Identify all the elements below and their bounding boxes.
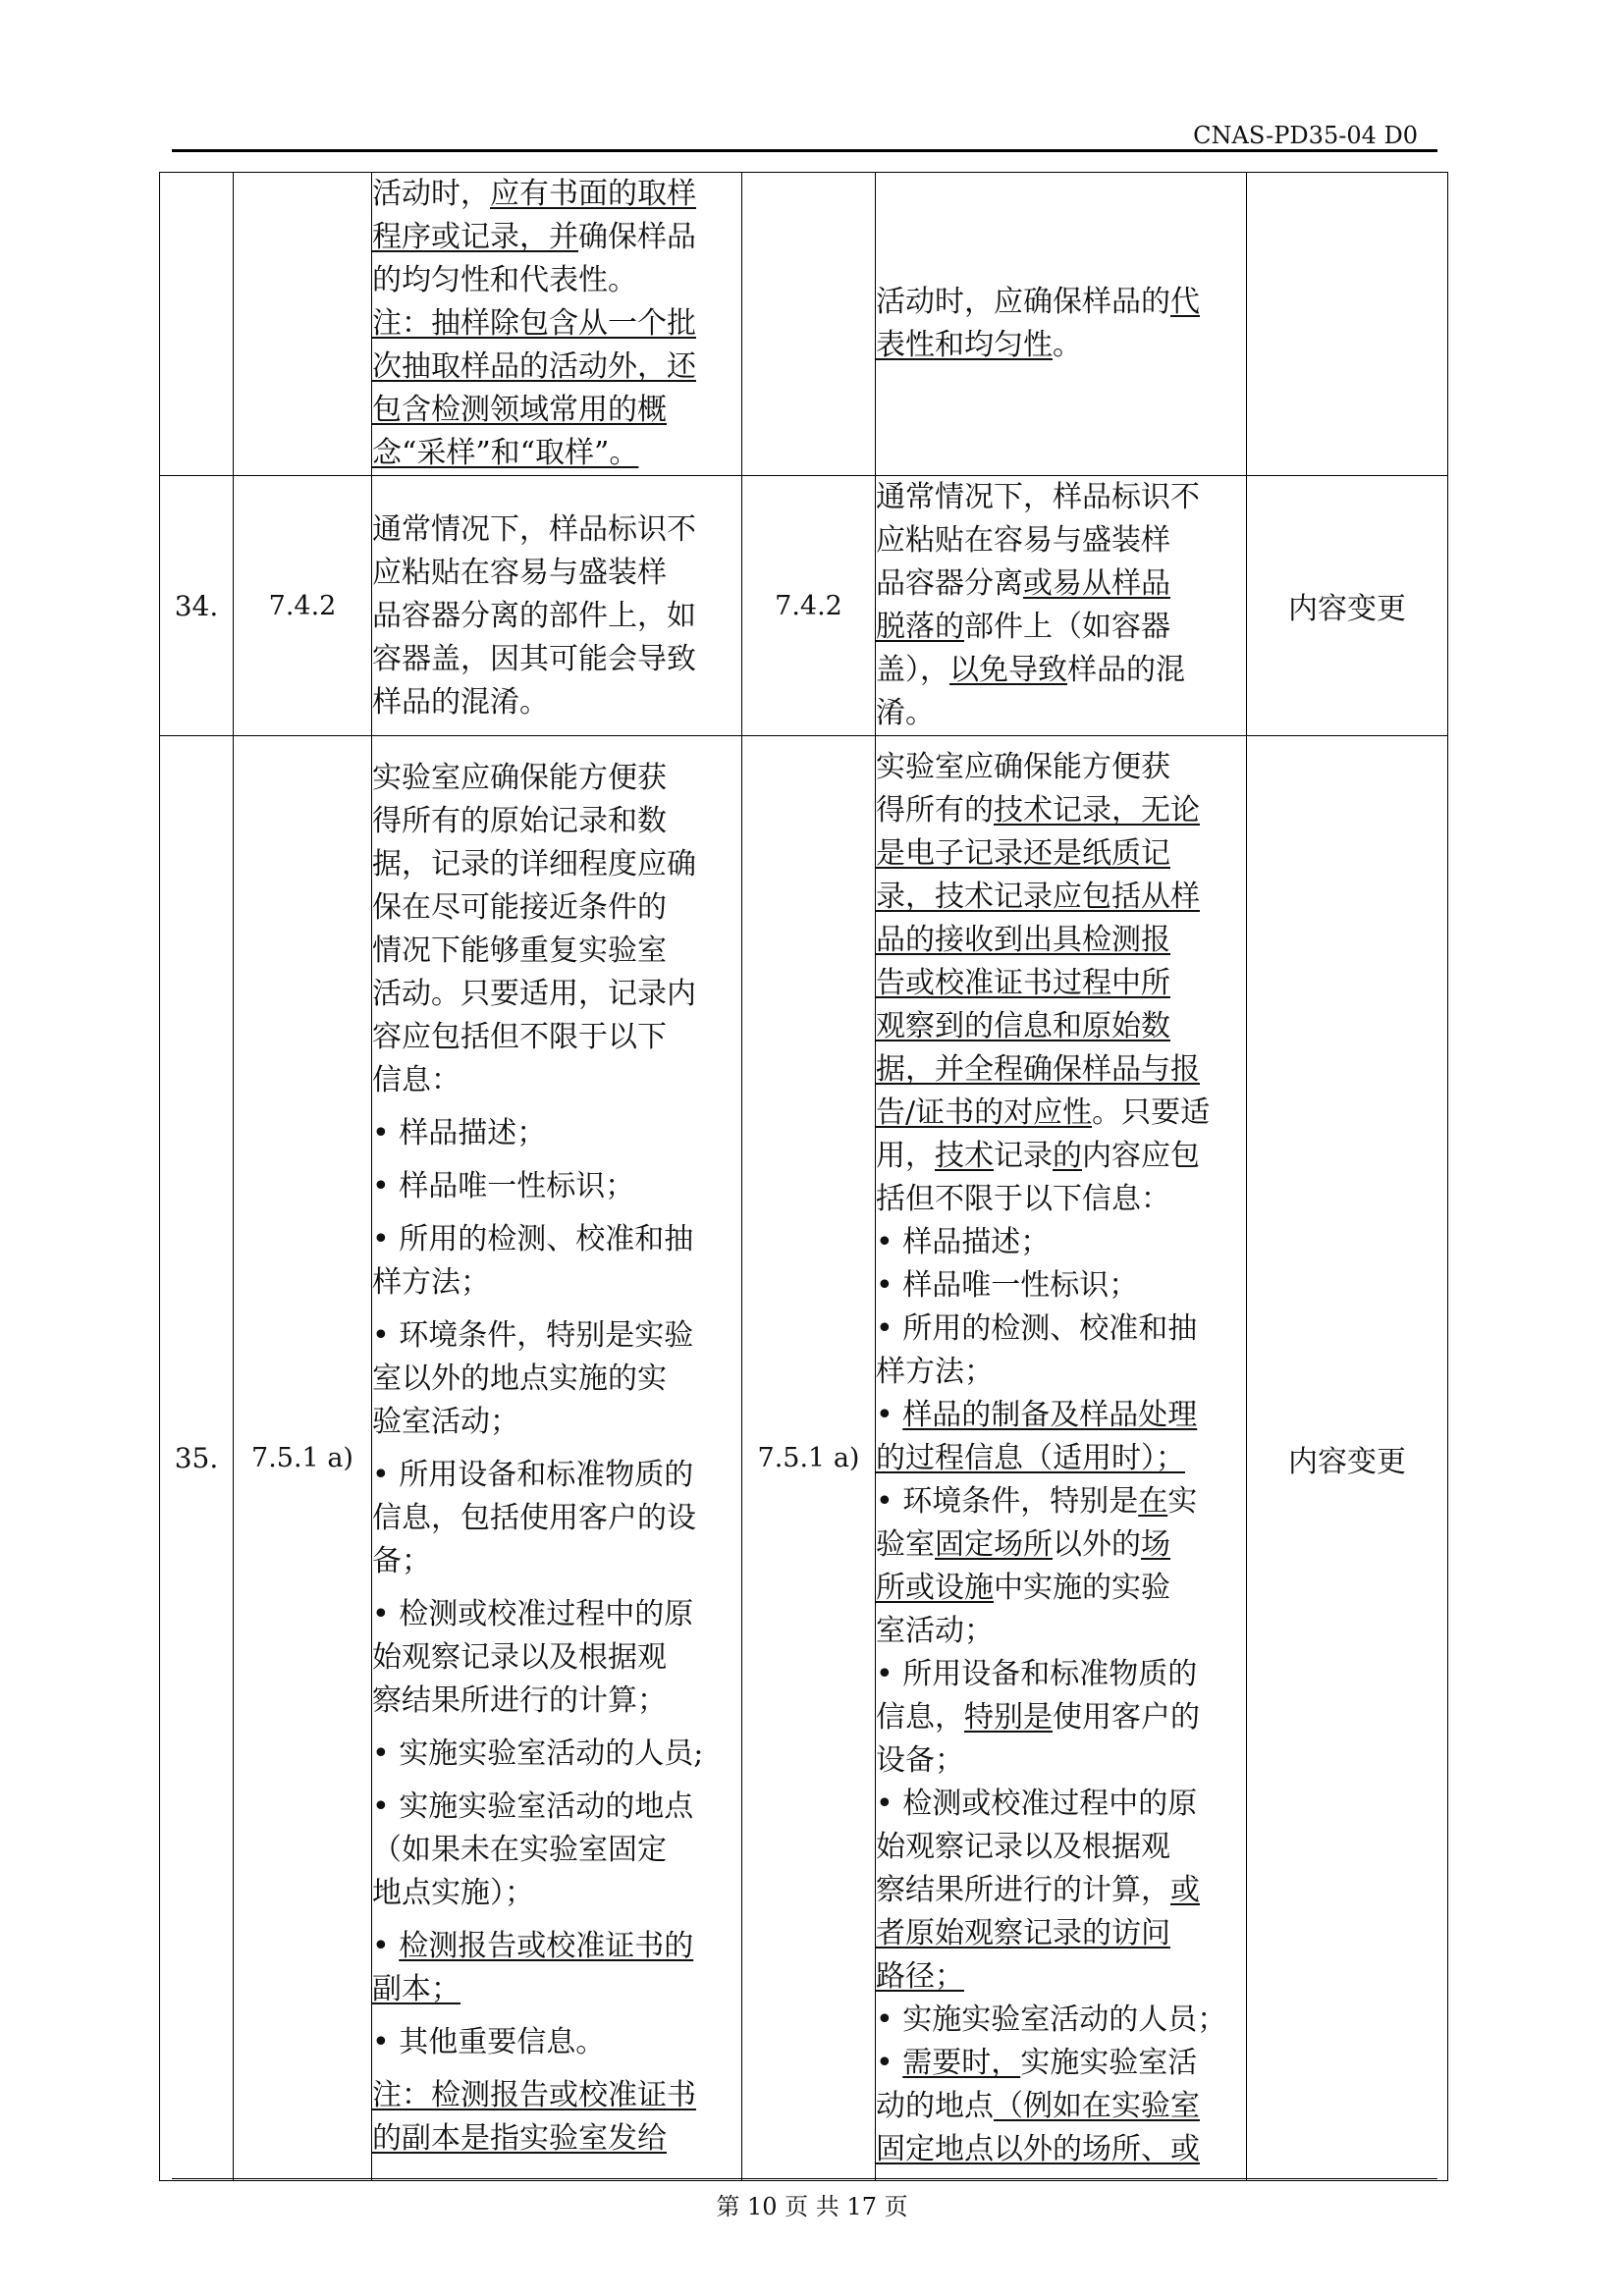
text-line <box>372 1829 741 1872</box>
text-run: 得所有的 <box>876 792 994 828</box>
text-run: 淆。 <box>876 696 935 730</box>
underlined-text: 代 <box>1170 285 1200 319</box>
underlined-text: 特别是 <box>964 1699 1053 1735</box>
text-line <box>876 1178 1246 1221</box>
old-text <box>372 476 742 736</box>
underlined-text: 者原始观察记录的访问 <box>876 1915 1170 1950</box>
row-number <box>160 173 234 476</box>
text-run: • 其他重要信息。 <box>372 2024 606 2059</box>
text-run: • 样品描述； <box>876 1224 1051 1259</box>
text-run: 验室活动； <box>372 1404 519 1439</box>
text-run: 实施实验室活 <box>1020 2045 1198 2080</box>
text-line <box>372 259 741 302</box>
text-line <box>876 1653 1246 1696</box>
text-line <box>372 1358 741 1401</box>
underlined-text: 包含检测领域常用的概 <box>372 393 667 427</box>
text-line <box>876 476 1246 519</box>
text-line <box>372 1261 741 1305</box>
text-line <box>372 432 741 475</box>
text-line <box>876 1351 1246 1394</box>
text-run: 始观察记录以及根据观 <box>372 1639 667 1675</box>
underlined-text: 或 <box>1170 1872 1200 1907</box>
underlined-text: 样品的制备及样品处理 <box>902 1397 1198 1432</box>
text-run: 括但不限于以下信息： <box>876 1181 1170 1216</box>
text-run: 应粘贴在容易与盛装样 <box>372 556 667 590</box>
text-run: 活动。只要适用，记录内 <box>372 976 696 1011</box>
text-line <box>876 1005 1246 1048</box>
underlined-text: 固定场所 <box>935 1526 1053 1562</box>
text-run: • 实施实验室活动的地点 <box>372 1789 694 1824</box>
underlined-text: 据，并全程确保样品与报 <box>876 1051 1200 1087</box>
text-run: 盖）， <box>876 653 949 687</box>
text-run: 样方法； <box>876 1354 994 1389</box>
text-line <box>372 1593 741 1636</box>
text-line <box>372 638 741 681</box>
text-run: • 实施实验室活动的人员; <box>372 1735 704 1771</box>
text-run: 用， <box>876 1138 935 1173</box>
text-line <box>876 746 1246 789</box>
text-run: 活动时，应确保样品的 <box>876 285 1170 319</box>
text-run: 实验室应确保能方便获 <box>372 760 667 795</box>
text-run: 活动时， <box>372 177 490 211</box>
text-line <box>876 1999 1246 2042</box>
text-run: 。 <box>1053 328 1082 362</box>
text-line <box>876 1135 1246 1178</box>
text-line <box>876 1739 1246 1783</box>
text-line <box>372 1165 741 1208</box>
text-line <box>372 886 741 930</box>
text-line <box>876 1826 1246 1869</box>
underlined-text: 所或设施 <box>876 1570 994 1605</box>
text-run: • 检测或校准过程中的原 <box>876 1786 1198 1821</box>
text-line <box>876 606 1246 649</box>
text-line <box>372 1401 741 1444</box>
new-clause: 7.5.1 a) <box>742 736 876 2181</box>
text-run: 信息， <box>876 1699 964 1735</box>
text-run: • 所用的检测、校准和抽 <box>372 1221 694 1256</box>
text-run: • 环境条件，特别是 <box>876 1483 1139 1519</box>
text-run: 验室 <box>876 1526 935 1562</box>
underlined-text: 次抽取样品的活动外，还 <box>372 349 696 384</box>
text-run: • 环境条件，特别是实验 <box>372 1317 694 1353</box>
old-text <box>372 173 742 476</box>
text-line <box>372 389 741 432</box>
text-line <box>372 1112 741 1155</box>
text-line <box>372 1016 741 1059</box>
underlined-text: 技术 <box>935 1138 994 1173</box>
text-line <box>372 552 741 595</box>
underlined-text: 路径； <box>876 1958 964 1994</box>
text-line <box>876 281 1246 324</box>
underlined-text: 应有书面的取样 <box>490 177 696 211</box>
underlined-text: 注：检测报告或校准证书 <box>372 2077 696 2112</box>
text-run: 察结果所进行的计算； <box>372 1682 667 1718</box>
header-rule <box>172 149 1437 152</box>
text-run: 以外的 <box>1053 1526 1141 1562</box>
text-run: 实验室应确保能方便获 <box>876 749 1170 784</box>
change-type <box>1247 173 1448 476</box>
text-line <box>876 1955 1246 1999</box>
footer-rule <box>172 2178 1437 2179</box>
text-run: 信息，包括使用客户的设 <box>372 1500 696 1535</box>
underlined-text: 需要时， <box>902 2045 1021 2080</box>
text-line <box>372 681 741 724</box>
text-line <box>876 2042 1246 2085</box>
text-line <box>876 1092 1246 1135</box>
text-run: 中实施的实验 <box>994 1570 1170 1605</box>
text-run: • <box>876 2045 903 2080</box>
text-line <box>372 1733 741 1776</box>
new-clause <box>742 173 876 476</box>
new-text <box>876 736 1247 2181</box>
underlined-text: 以免导致 <box>949 653 1067 687</box>
text-run: • 所用的检测、校准和抽 <box>876 1310 1198 1346</box>
underlined-text: 程序或记录，并 <box>372 220 578 254</box>
document-code: CNAS-PD35-04 D0 <box>1193 122 1418 149</box>
new-clause: 7.4.2 <box>742 476 876 736</box>
text-line <box>372 1540 741 1583</box>
text-line <box>372 346 741 389</box>
text-line <box>876 562 1246 606</box>
table-row <box>160 736 1448 2181</box>
text-line <box>372 757 741 800</box>
text-line <box>372 2117 741 2161</box>
old-text <box>372 736 742 2181</box>
text-line <box>876 1567 1246 1610</box>
text-run: 确保样品 <box>578 220 696 254</box>
old-clause <box>234 173 372 476</box>
text-run: • 样品唯一性标识； <box>372 1168 635 1203</box>
text-line <box>372 930 741 973</box>
change-type: 内容变更 <box>1247 736 1448 2181</box>
text-run: 备； <box>372 1543 431 1578</box>
text-line <box>876 962 1246 1005</box>
row-number: 34. <box>160 476 234 736</box>
text-run: • 样品描述； <box>372 1115 547 1150</box>
text-run: 样方法； <box>372 1264 490 1300</box>
text-run: 地点实施）； <box>372 1875 534 1910</box>
text-run: • <box>876 1397 903 1432</box>
underlined-text: 检测报告或校准证书的 <box>399 1928 694 1963</box>
text-line <box>876 1394 1246 1437</box>
text-line <box>372 1314 741 1358</box>
underlined-text: 固定地点以外的场所、或 <box>876 2131 1200 2166</box>
text-line <box>876 789 1246 832</box>
text-line <box>876 1264 1246 1308</box>
text-line <box>876 324 1246 367</box>
text-line <box>876 1783 1246 1826</box>
text-line <box>876 1048 1246 1092</box>
text-run: 品容器分离的部件上，如 <box>372 599 696 633</box>
underlined-text: 或易从样品 <box>1023 566 1170 601</box>
underlined-text: 的副本是指实验室发给 <box>372 2120 667 2156</box>
text-line <box>876 519 1246 562</box>
text-run: 品容器分离 <box>876 566 1023 601</box>
text-run: 保在尽可能接近条件的 <box>372 889 667 925</box>
text-run: 通常情况下，样品标识不 <box>372 512 696 547</box>
text-run: 容器盖，因其可能会导致 <box>372 642 696 676</box>
text-run: 使用客户的 <box>1053 1699 1200 1735</box>
text-line <box>372 1497 741 1540</box>
text-line <box>372 973 741 1016</box>
underlined-text: 的过程信息（适用时）； <box>876 1440 1185 1475</box>
underlined-text: 告或校准证书过程中所 <box>876 965 1170 1000</box>
text-line <box>876 2085 1246 2128</box>
text-line <box>372 1872 741 1915</box>
text-line <box>372 1925 741 1968</box>
text-run: 察结果所进行的计算， <box>876 1872 1170 1907</box>
text-line <box>372 1786 741 1829</box>
text-run: 。只要适 <box>1092 1095 1211 1130</box>
text-run: • 样品唯一性标识； <box>876 1267 1139 1303</box>
change-type: 内容变更 <box>1247 476 1448 736</box>
text-run: 信息： <box>372 1062 460 1097</box>
text-line <box>372 1059 741 1102</box>
text-line <box>372 508 741 552</box>
text-run: • 实施实验室活动的人员； <box>876 2002 1227 2037</box>
text-line <box>372 800 741 843</box>
text-line <box>876 1610 1246 1653</box>
underlined-text: 的 <box>1053 1138 1082 1173</box>
text-run: 实 <box>1167 1483 1198 1519</box>
underlined-text: 品的接收到出具检测报 <box>876 922 1170 957</box>
text-run: • 所用设备和标准物质的 <box>876 1656 1198 1691</box>
text-line <box>876 1523 1246 1567</box>
text-run: • 检测或校准过程中的原 <box>372 1596 694 1631</box>
text-line <box>372 595 741 638</box>
text-run: 室以外的地点实施的实 <box>372 1361 667 1396</box>
row-number: 35. <box>160 736 234 2181</box>
underlined-text: 观察到的信息和原始数 <box>876 1008 1170 1043</box>
old-clause: 7.4.2 <box>234 476 372 736</box>
text-line <box>876 692 1246 735</box>
text-run: 据，记录的详细程度应确 <box>372 846 696 881</box>
table-row <box>160 173 1448 476</box>
text-run: 应粘贴在容易与盛装样 <box>876 523 1170 558</box>
text-line <box>372 216 741 259</box>
text-line <box>876 1696 1246 1739</box>
table-row <box>160 476 1448 736</box>
text-line <box>876 919 1246 962</box>
underlined-text: 录，技术记录应包括从样 <box>876 879 1200 914</box>
text-run: 室活动； <box>876 1613 994 1648</box>
text-line <box>876 1221 1246 1264</box>
text-run: 动的地点 <box>876 2088 994 2123</box>
text-line <box>372 1680 741 1723</box>
text-line <box>372 2021 741 2064</box>
text-line <box>876 1437 1246 1480</box>
text-run: 记录 <box>994 1138 1053 1173</box>
text-run: 的均匀性和代表性。 <box>372 263 637 297</box>
text-line <box>876 2128 1246 2171</box>
text-line <box>876 1480 1246 1523</box>
text-line <box>876 832 1246 876</box>
text-line <box>876 649 1246 692</box>
text-run: 设备； <box>876 1742 964 1778</box>
text-run: • 所用设备和标准物质的 <box>372 1457 694 1492</box>
text-line <box>372 2074 741 2117</box>
text-run: 通常情况下，样品标识不 <box>876 480 1200 514</box>
underlined-text: 表性和均匀性 <box>876 328 1053 362</box>
text-run: 样品的混 <box>1067 653 1185 687</box>
text-run: 情况下能够重复实验室 <box>372 933 667 968</box>
text-line <box>876 1869 1246 1912</box>
comparison-table <box>159 172 1448 2181</box>
text-line <box>876 1912 1246 1955</box>
text-line <box>372 173 741 216</box>
underlined-text: 是电子记录还是纸质记 <box>876 835 1170 871</box>
underlined-text: 副本； <box>372 1971 460 2006</box>
text-run: 内容应包 <box>1082 1138 1200 1173</box>
text-line <box>372 1636 741 1680</box>
text-run: （如果未在实验室固定 <box>372 1832 667 1867</box>
underlined-text: 场 <box>1141 1526 1170 1562</box>
new-text <box>876 476 1247 736</box>
underlined-text: 在 <box>1138 1483 1168 1519</box>
text-line <box>372 1454 741 1497</box>
underlined-text: 告/证书的对应性 <box>876 1095 1093 1130</box>
old-clause: 7.5.1 a) <box>234 736 372 2181</box>
underlined-text: （例如在实验室 <box>994 2088 1200 2123</box>
text-line <box>876 1308 1246 1351</box>
new-text <box>876 173 1247 476</box>
page-number: 第 10 页 共 17 页 <box>716 2193 908 2220</box>
text-line <box>372 1218 741 1261</box>
text-line <box>876 876 1246 919</box>
text-run: 容应包括但不限于以下 <box>372 1019 667 1054</box>
text-run: 得所有的原始记录和数 <box>372 803 667 838</box>
underlined-text: 脱落的 <box>876 610 964 644</box>
underlined-text: 技术记录，无论 <box>994 792 1200 828</box>
text-run: 始观察记录以及根据观 <box>876 1829 1170 1864</box>
text-line <box>372 302 741 346</box>
text-run: • <box>372 1928 400 1963</box>
underlined-text: 注：抽样除包含从一个批 <box>372 306 696 341</box>
text-line <box>372 843 741 886</box>
text-run: 样品的混淆。 <box>372 685 549 720</box>
underlined-text: 念“采样”和“取样”。 <box>372 436 639 470</box>
text-line <box>372 1968 741 2011</box>
text-run: 部件上（如容器 <box>964 610 1170 644</box>
